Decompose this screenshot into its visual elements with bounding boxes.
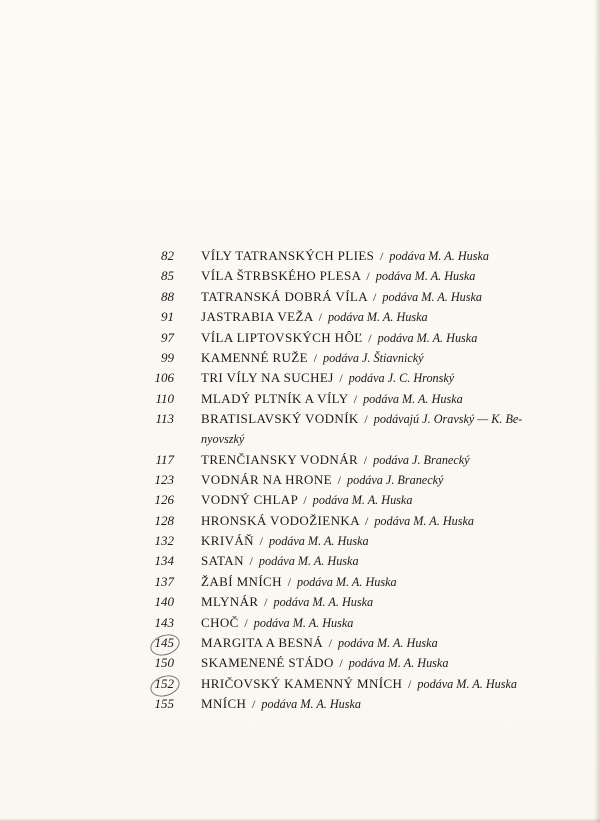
separator: /	[407, 676, 412, 691]
toc-entry	[0, 368, 600, 388]
toc-entry	[0, 470, 600, 490]
story-title: MLYNÁR	[201, 594, 259, 610]
toc-entry	[0, 348, 600, 368]
story-title: MLADÝ PLTNÍK A VÍLY	[201, 390, 349, 406]
separator: /	[259, 534, 264, 549]
separator: /	[353, 391, 358, 406]
table-of-contents	[0, 246, 600, 715]
toc-entry	[0, 674, 600, 694]
story-credit: podáva M. A. Huska	[389, 249, 489, 263]
toc-entry	[0, 389, 600, 409]
page-number: 150	[154, 655, 174, 671]
page-number: 140	[154, 594, 174, 610]
story-credit: podáva M. A. Huska	[327, 310, 428, 325]
page-number: 152	[154, 675, 174, 691]
story-title: VÍLA ŠTRBSKÉHO PLESA	[201, 268, 361, 284]
toc-entry	[0, 592, 600, 612]
page-number: 143	[154, 614, 174, 630]
separator: /	[303, 493, 308, 508]
story-credit: podáva M. A. Huska	[363, 391, 463, 406]
toc-entry	[0, 694, 600, 714]
story-credit: podáva M. A. Huska	[273, 595, 374, 610]
story-title: TRI VÍLY NA SUCHEJ	[201, 370, 334, 386]
story-credit-continuation: nyovszký	[201, 432, 245, 447]
story-credit: podáva M. A. Huska	[312, 493, 413, 508]
toc-entry	[0, 633, 600, 653]
story-credit: podáva M. A. Huska	[261, 697, 362, 712]
toc-entry	[0, 490, 600, 510]
page-number: 91	[161, 309, 174, 325]
story-credit: podáva M. A. Huska	[374, 513, 474, 528]
story-title: MNÍCH	[201, 696, 247, 712]
page-edge-shadow	[594, 0, 600, 822]
story-title: VODNÝ CHLAP	[201, 492, 298, 508]
story-title: HRONSKÁ VODOŽIENKA	[201, 512, 360, 528]
toc-entry	[0, 531, 600, 551]
story-title: MARGITA A BESNÁ	[201, 635, 323, 651]
toc-entry	[0, 409, 600, 449]
story-credit: podáva M. A. Huska	[258, 554, 359, 569]
story-credit: podáva M. A. Huska	[269, 534, 369, 549]
toc-entry	[0, 613, 600, 633]
toc-entry	[0, 328, 600, 348]
story-credit: podáva J. Branecký	[373, 452, 470, 467]
story-title: ŽABÍ MNÍCH	[201, 573, 282, 589]
page-number: 85	[161, 268, 174, 284]
page-number: 155	[154, 696, 174, 712]
page-number: 110	[155, 390, 174, 406]
separator: /	[339, 656, 344, 671]
page-number: 134	[154, 553, 174, 569]
story-credit: podáva M. A. Huska	[296, 574, 397, 589]
separator: /	[368, 330, 372, 345]
toc-entry	[0, 307, 600, 327]
page-number: 117	[155, 451, 174, 467]
story-credit: podáva J. Branecký	[347, 472, 444, 487]
toc-entry	[0, 572, 600, 592]
story-title: TRENČIANSKY VODNÁR	[201, 451, 359, 467]
toc-entry	[0, 511, 600, 531]
page-number: 145	[154, 635, 174, 651]
separator: /	[364, 513, 369, 528]
story-title: KRIVÁŇ	[201, 533, 254, 549]
toc-entry	[0, 287, 600, 307]
page-number: 82	[161, 248, 174, 263]
toc-entry	[0, 266, 600, 286]
separator: /	[249, 554, 254, 569]
separator: /	[244, 615, 249, 630]
separator: /	[328, 636, 333, 651]
separator: /	[264, 595, 268, 610]
story-title: TATRANSKÁ DOBRÁ VÍLA	[201, 288, 368, 304]
page-number: 106	[154, 370, 174, 386]
separator: /	[366, 269, 371, 284]
story-title: KAMENNÉ RUŽE	[201, 349, 308, 365]
story-title: HRIČOVSKÝ KAMENNÝ MNÍCH	[201, 675, 403, 691]
page-number: 137	[154, 573, 174, 589]
story-credit: podáva M. A. Huska	[348, 656, 449, 671]
separator: /	[337, 472, 342, 487]
story-title: BRATISLAVSKÝ VODNÍK	[201, 411, 359, 427]
story-credit: podáva J. Štiavnický	[323, 350, 424, 365]
separator: /	[363, 452, 368, 467]
page-number: 97	[161, 329, 174, 345]
story-credit: podáva M. A. Huska	[417, 676, 518, 691]
story-title: VÍLA LIPTOVSKÝCH HÔĽ	[201, 329, 363, 345]
separator: /	[379, 249, 384, 263]
page-number: 126	[154, 492, 174, 508]
story-credit: podáva J. C. Hronský	[348, 371, 455, 386]
page-number: 88	[161, 288, 174, 304]
story-credit: podáva M. A. Huska	[375, 269, 476, 284]
story-credit: podáva M. A. Huska	[377, 330, 478, 345]
story-title: SATAN	[201, 553, 244, 569]
story-title: JASTRABIA VEŽA	[201, 309, 313, 325]
separator: /	[287, 574, 292, 589]
story-credit: podáva M. A. Huska	[382, 289, 483, 304]
toc-entry	[0, 551, 600, 571]
separator: /	[339, 371, 344, 386]
story-credit: podáva M. A. Huska	[338, 636, 438, 651]
separator: /	[373, 289, 377, 304]
story-credit: podáva M. A. Huska	[253, 615, 354, 630]
page-number: 132	[154, 533, 174, 549]
page-number: 128	[154, 512, 174, 528]
toc-entry	[0, 450, 600, 470]
page-number: 99	[161, 349, 174, 365]
story-title: CHOČ	[201, 614, 239, 630]
separator: /	[313, 350, 318, 365]
separator: /	[318, 310, 323, 325]
page-number: 113	[155, 411, 174, 427]
story-credit: podávajú J. Oravský — K. Be-	[373, 412, 523, 427]
toc-entry	[0, 653, 600, 673]
page-bottom-edge	[0, 818, 600, 822]
toc-entry	[0, 246, 600, 266]
separator: /	[364, 412, 369, 427]
page-number: 123	[154, 471, 174, 487]
separator: /	[252, 697, 256, 712]
story-title: SKAMENENÉ STÁDO	[201, 655, 334, 671]
story-title: VÍLY TATRANSKÝCH PLIES	[201, 248, 375, 263]
story-title: VODNÁR NA HRONE	[201, 471, 332, 487]
